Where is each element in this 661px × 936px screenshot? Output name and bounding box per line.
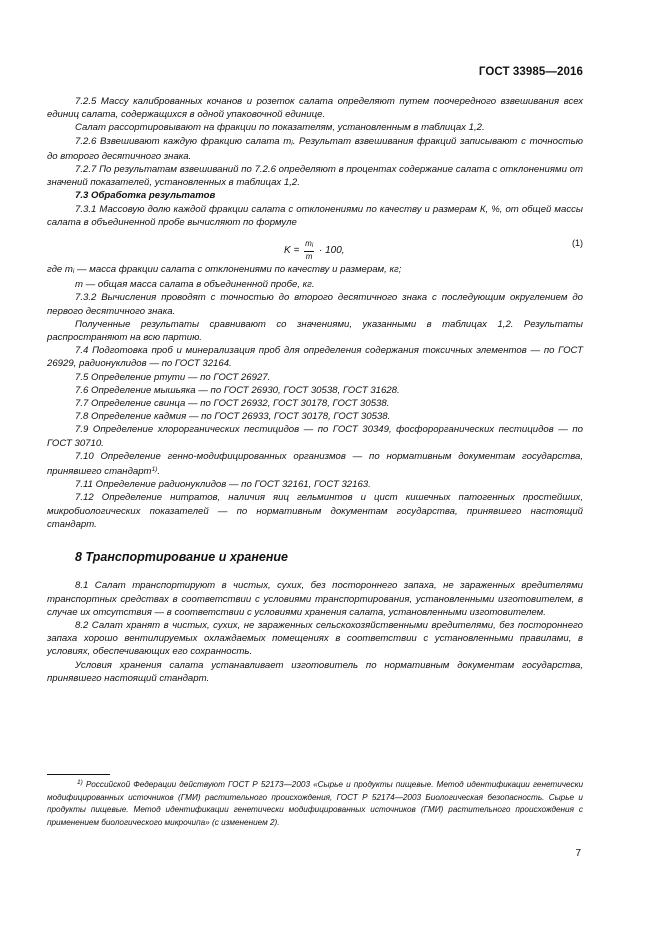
formula-num-sub: i [311, 242, 314, 250]
formula-1 [47, 231, 583, 261]
where-line-1 [47, 263, 583, 278]
footnote-divider [47, 774, 110, 775]
paragraph-8-2: 8.2 Салат хранят в чистых, сухих, не зараженных сельскохозяйственными вредителями, без постороннего запаха хорошо вентилируемых охлаждаемых помещениях в соответствии с установленными правилами, в условиях, обеспечивающих его сохранность. [47, 619, 583, 658]
paragraph-7-6: 7.6 Определение мышьяка — по ГОСТ 26930, ГОСТ 30538, ГОСТ 31628. [75, 384, 400, 396]
p726-text-b: . Результат взвешивания фракций записывают с точностью до второго десятичного знака. [47, 135, 583, 162]
section-7-3-title: 7.3 Обработка результатов [75, 190, 216, 202]
p726-text-a: 7.2.6 Взвешивают каждую фракцию салата m [75, 135, 292, 147]
formula-expression [284, 239, 345, 262]
equation-number: (1) [572, 238, 583, 249]
p710-text: 7.10 Определение генно-модифицированных организмов — по нормативным документам государства, принявшего стандарт [47, 450, 583, 478]
paragraph-7-7: 7.7 Определение свинца — по ГОСТ 26932, ГОСТ 30178, ГОСТ 30538. [75, 398, 390, 410]
page-number: 7 [575, 848, 581, 859]
standard-code-header: ГОСТ 33985—2016 [478, 66, 583, 78]
footnote-mark: 1) [77, 779, 83, 786]
formula-denominator: m [305, 252, 313, 262]
where-1-sub: i [72, 268, 75, 276]
p710-end: . [157, 466, 161, 478]
paragraph-8-1: 8.1 Салат транспортируют в чистых, сухих, без постороннего запаха, не зараженных вредителями транспортных средствах в соответствии с условиями транспортирования, установленными изготовителем, в случае их отсутствия — в соответствии с условиями хранения салата, установленными изготовителем. [47, 580, 583, 618]
footnote-ref[interactable]: 1) [151, 466, 158, 474]
document-body [47, 95, 583, 685]
formula-rhs: · 100, [318, 245, 345, 257]
paragraph-results: Полученные результаты сравнивают со значениями, указанными в таблицах 1,2. Результаты распространяют на всю партию. [47, 318, 583, 344]
p726-subscript: i [291, 139, 293, 147]
section-8-heading: 8 Транспортирование и хранение [75, 550, 289, 565]
formula-fraction [304, 239, 314, 262]
formula-lhs: K = [284, 245, 300, 257]
paragraph-7-3-1: 7.3.1 Массовую долю каждой фракции салата с отклонениями по качеству и размерам К, %, от общей массы салата в объединенной пробе вычисляют по формуле [47, 203, 583, 228]
paragraph-7-4: 7.4 Подготовка проб и минерализация проб для определения содержания токсичных элементов — по ГОСТ 26929, радионуклидов — по ГОСТ 32164. [47, 345, 583, 370]
paragraph-7-12: 7.12 Определение нитратов, наличия яиц гельминтов и цист кишечных патогенных простейших, микробиологических показателей — по нормативным документам государства, принявшего настоящий стандарт. [47, 492, 583, 530]
paragraph-7-2-7: 7.2.7 По результатам взвешиваний по 7.2.6 определяют в процентах содержание салата с отклонениями от значений показателей, установленных в таблицах 1,2. [47, 164, 583, 189]
paragraph-7-2-5: 7.2.5 Массу калиброванных кочанов и розеток салата определяют путем поочередного взвешивания всех единиц салата, содержащихся в одной упаковочной единице. [47, 96, 583, 121]
paragraph-sorting: Салат рассортировывают на фракции по показателям, установленным в таблицах 1,2. [75, 122, 485, 134]
paragraph-7-5: 7.5 Определение ртути — по ГОСТ 26927. [75, 371, 271, 383]
paragraph-7-11: 7.11 Определение радионуклидов — по ГОСТ 32161, ГОСТ 32163. [75, 479, 371, 491]
where-1-b: — масса фракции салата с отклонениями по качеству и размерам, кг; [74, 264, 402, 276]
footnote [47, 777, 583, 829]
paragraph-storage-conditions: Условия хранения салата устанавливает изготовитель по нормативным документам государства, принявшего настоящий стандарт. [47, 659, 583, 684]
paragraph-7-10 [47, 450, 583, 478]
footnote-text: Российской Федерации действуют ГОСТ Р 52173—2003 «Сырье и продукты пищевые. Метод идентификации генетически модифицированных источников (ГМИ) растительного происхождения, ГОСТ Р 52174—2003 Биологическая безопасность. Сырье и продукты пищевые. Метод идентификации генетически модифицированных источников (ГМИ) растительного происхождения с применением биологического микрочипа» (с изменением 2). [47, 780, 583, 827]
paragraph-7-8: 7.8 Определение кадмия — по ГОСТ 26933, ГОСТ 30178, ГОСТ 30538. [75, 411, 391, 423]
paragraph-7-3-2: 7.3.2 Вычисления проводят с точностью до второго десятичного знака с последующим округлением до первого десятичного знака. [47, 292, 583, 317]
paragraph-7-9: 7.9 Определение хлорорганических пестицидов — по ГОСТ 30349, фосфорорганических пестицидов — по ГОСТ 30710. [47, 424, 583, 449]
where-line-2: m — общая масса салата в объединенной пробе, кг. [75, 279, 315, 291]
formula-numerator [304, 239, 314, 252]
where-1-a: где m [47, 264, 73, 276]
formula-num-var: m [305, 239, 312, 249]
paragraph-7-2-6 [47, 135, 583, 163]
